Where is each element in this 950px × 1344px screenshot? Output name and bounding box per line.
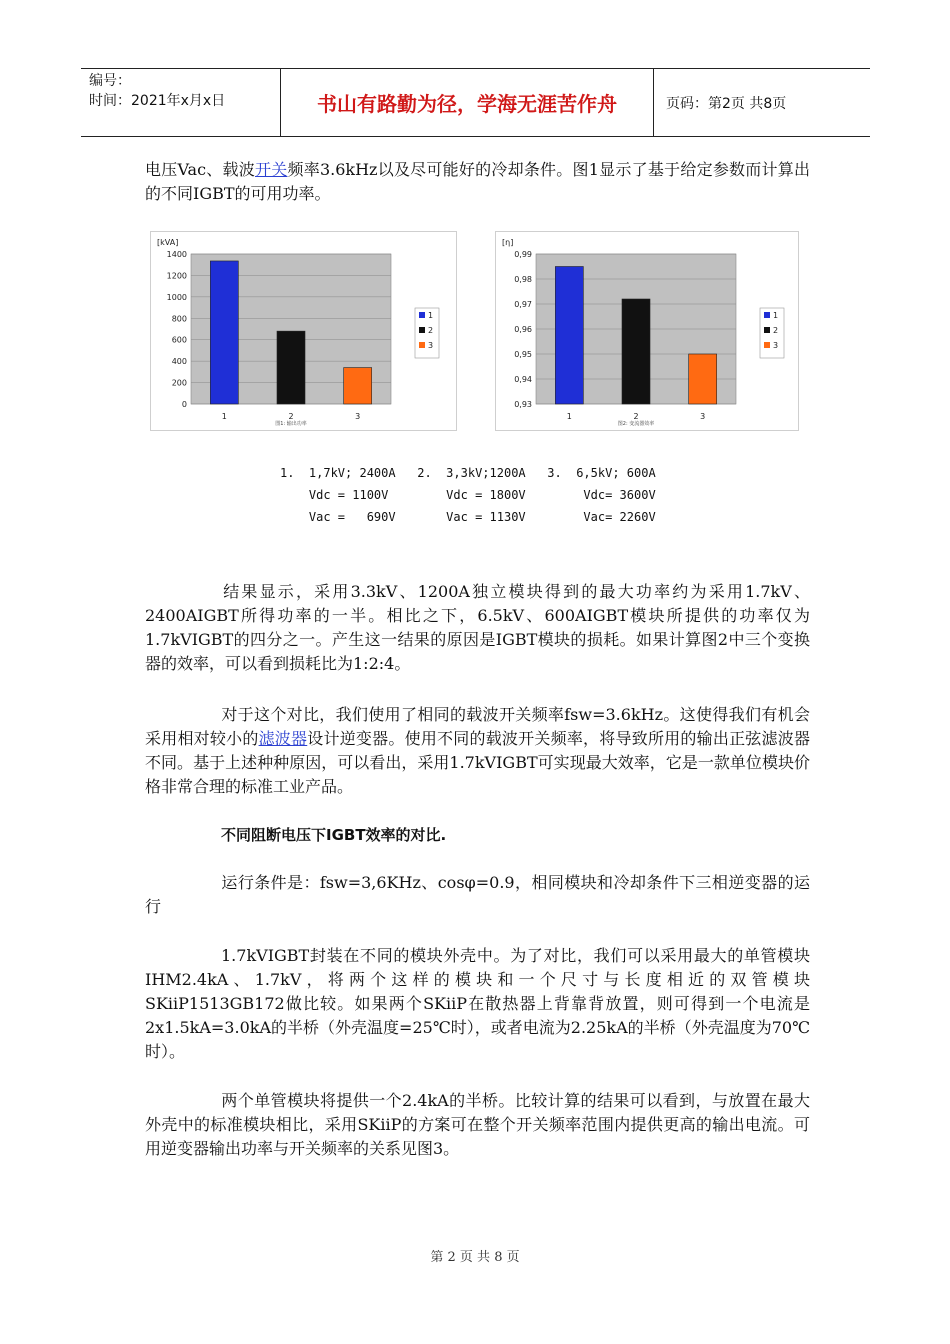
parameter-line: Vdc = 1100V Vdc = 1800V Vdc= 3600V [280,488,656,502]
output-power-chart [150,231,457,431]
bar-1 [555,267,583,405]
y-tick-label: 1200 [166,271,187,281]
y-unit-label: [η] [502,238,514,247]
converter-efficiency-chart-svg [496,232,798,430]
legend-swatch [419,312,425,318]
legend-label: 1 [773,311,779,320]
header-page-info: 页码：第2页 共8页 [666,95,787,112]
y-tick-label: 0,95 [514,350,532,359]
legend-box [760,308,784,358]
y-tick-label: 0,99 [514,250,532,259]
y-tick-label: 200 [171,378,187,388]
y-tick-label: 800 [171,314,187,324]
header-meta [81,69,281,136]
x-tick-label: 2 [288,412,294,421]
legend-swatch [419,342,425,348]
y-tick-label: 0 [181,400,187,409]
x-tick-label: 2 [633,412,639,421]
y-tick-label: 400 [171,357,187,367]
y-tick-label: 0,97 [514,300,532,309]
page-header [81,68,870,137]
intro-paragraph: 电压Vac、载波开关频率3.6kHz以及尽可能好的冷却条件。图1显示了基于给定参数而计算出的不同IGBT的可用功率。 [145,160,810,203]
output-power-chart-svg [151,232,456,430]
filter-link[interactable]: 滤波器 [258,729,308,748]
y-tick-label: 0,98 [514,275,532,284]
comparison-paragraph: 两个单管模块将提供一个2.4kA的半桥。比较计算的结果可以看到，与放置在最大外壳中的标准模块相比，采用SKiiP的方案可在整个开关频率范围内提供更高的输出电流。可用逆变器输出功率与开关频率的关系见图3。 [145,1091,810,1158]
legend-label: 3 [428,341,434,350]
bar-2 [622,299,650,404]
legend-label: 1 [428,311,434,320]
y-tick-label: 0,93 [514,400,532,409]
result-paragraph: 结果显示，采用3.3kV、1200A独立模块得到的最大功率约为采用1.7kV、2400AIGBT所得功率的一半。相比之下，6.5kV、600AIGBT模块所提供的功率仅为1.7kVIGBT的四分之一。产生这一结果的原因是IGBT模块的损耗。如果计算图2中三个变换器的效率，可以看到损耗比为1:2:4。 [145,582,810,673]
legend-swatch [419,327,425,333]
y-tick-label: 0,96 [514,325,532,334]
conditions-paragraph: 运行条件是：fsw=3,6KHz、cosφ=0.9，相同模块和冷却条件下三相逆变器的运行 [145,873,810,916]
package-paragraph: 1.7kVIGBT封装在不同的模块外壳中。为了对比，我们可以采用最大的单管模块IHM2.4kA、1.7kV，将两个这样的模块和一个尺寸与长度相近的双管模块SKiiP1513GB172做比较。如果两个SKiiP在散热器上背靠背放置，则可得到一个电流是2x1.5kA=3.0kA的半桥（外壳温度=25℃时），或者电流为2.25kA的半桥（外壳温度为70℃时）。 [145,946,810,1061]
bar-1 [210,261,238,404]
parameter-line: 1. 1,7kV; 2400A 2. 3,3kV;1200A 3. 6,5kV; 600A [280,466,656,480]
legend-box [415,308,439,358]
y-tick-label: 0,94 [514,375,532,384]
x-tick-label: 1 [221,412,227,421]
legend-label: 2 [773,326,779,335]
motto-text: 书山有路勤为径，学海无涯苦作舟 [317,92,617,116]
bar-2 [277,331,305,404]
y-unit-label: [kVA] [157,238,179,247]
legend-label: 3 [773,341,779,350]
converter-efficiency-chart [495,231,799,431]
switch-link[interactable]: 开关 [255,160,288,179]
bar-3 [344,368,372,404]
document-number-label: 编号： [89,73,131,89]
header-motto [281,69,654,136]
legend-label: 2 [428,326,434,335]
bar-3 [689,354,717,404]
frequency-paragraph: 对于这个对比，我们使用了相同的载波开关频率fsw=3.6kHz。这使得我们有机会采用相对较小的滤波器设计逆变器。使用不同的载波开关频率，将导致所用的输出正弦滤波器不同。基于上述种种原因，可以看出，采用1.7kVIGBT可实现最大效率，它是一款单位模块价格非常合理的标准工业产品。 [145,705,810,796]
igbt-parameter-list [280,462,656,528]
y-tick-label: 1400 [166,250,187,259]
x-tick-label: 3 [355,412,361,421]
section-heading: 不同阻断电压下IGBT效率的对比. [221,826,447,844]
document-date: 时间：2021年x月x日 [89,93,226,109]
parameter-line: Vac = 690V Vac = 1130V Vac= 2260V [280,510,656,524]
legend-swatch [764,312,770,318]
chart-caption: 图1: 输出功率 [275,421,307,427]
legend-swatch [764,327,770,333]
legend-swatch [764,342,770,348]
page-footer: 第 2 页 共 8 页 [430,1250,520,1265]
x-tick-label: 1 [566,412,572,421]
x-tick-label: 3 [700,412,706,421]
chart-caption: 图2: 变流器效率 [617,421,655,427]
y-tick-label: 1000 [166,292,187,302]
y-tick-label: 600 [171,335,187,345]
